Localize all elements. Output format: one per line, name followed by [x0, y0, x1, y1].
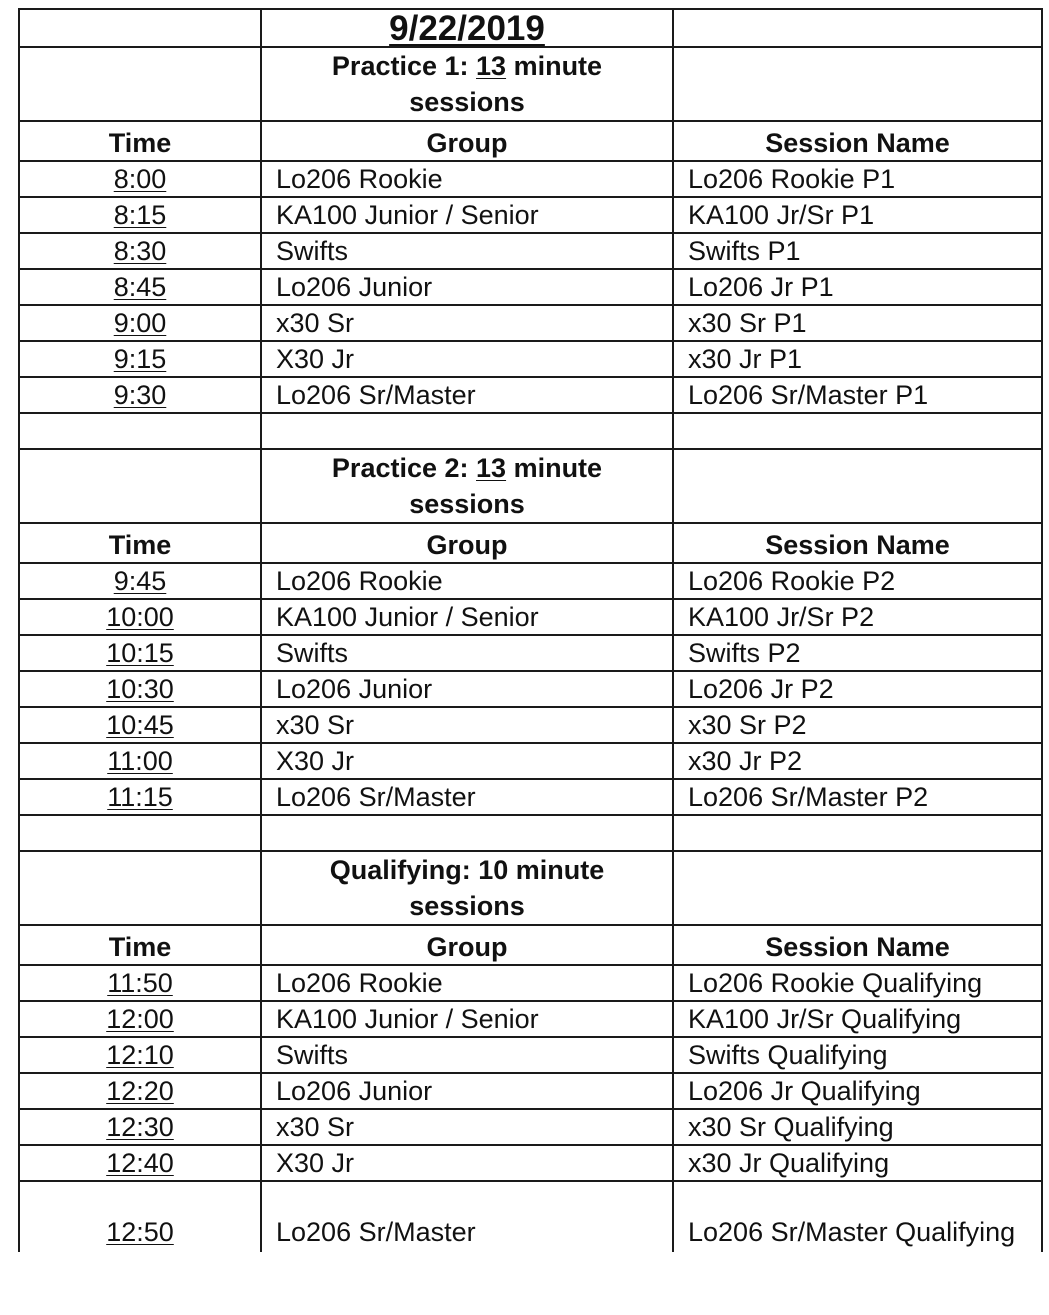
group-cell: x30 Sr	[261, 707, 673, 743]
group-cell: Lo206 Junior	[261, 269, 673, 305]
time-cell: 10:30	[19, 671, 261, 707]
group-cell: KA100 Junior / Senior	[261, 197, 673, 233]
group-header: Group	[261, 925, 673, 965]
session-cell: x30 Jr P1	[673, 341, 1042, 377]
table-row	[19, 197, 1042, 233]
time-cell: 12:00	[19, 1001, 261, 1037]
column-header-row	[19, 121, 1042, 161]
time-cell: 10:00	[19, 599, 261, 635]
time-cell: 11:50	[19, 965, 261, 1001]
time-cell: 8:00	[19, 161, 261, 197]
session-cell: Lo206 Jr P2	[673, 671, 1042, 707]
session-cell: Lo206 Rookie P1	[673, 161, 1042, 197]
qualifying-title: Qualifying: 10 minute sessions	[261, 851, 673, 925]
session-cell: x30 Sr P2	[673, 707, 1042, 743]
group-cell: Swifts	[261, 635, 673, 671]
time-cell: 12:10	[19, 1037, 261, 1073]
group-cell: Lo206 Sr/Master	[261, 377, 673, 413]
group-cell: Lo206 Rookie	[261, 563, 673, 599]
time-cell: 12:50	[19, 1181, 261, 1252]
time-cell: 12:20	[19, 1073, 261, 1109]
time-header: Time	[19, 121, 261, 161]
session-name-header: Session Name	[673, 523, 1042, 563]
table-row	[19, 1001, 1042, 1037]
practice1-title: Practice 1: 13 minute sessions	[261, 47, 673, 121]
group-cell: Lo206 Junior	[261, 671, 673, 707]
group-cell: X30 Jr	[261, 743, 673, 779]
group-cell: Swifts	[261, 1037, 673, 1073]
time-cell: 9:00	[19, 305, 261, 341]
session-cell: KA100 Jr/Sr P2	[673, 599, 1042, 635]
group-cell: x30 Sr	[261, 305, 673, 341]
session-cell: Swifts Qualifying	[673, 1037, 1042, 1073]
table-row	[19, 635, 1042, 671]
session-cell: Lo206 Sr/Master P1	[673, 377, 1042, 413]
group-cell: KA100 Junior / Senior	[261, 1001, 673, 1037]
section-title-row	[19, 47, 1042, 121]
column-header-row	[19, 523, 1042, 563]
session-name-header: Session Name	[673, 925, 1042, 965]
group-cell: Lo206 Junior	[261, 1073, 673, 1109]
time-cell: 8:30	[19, 233, 261, 269]
table-row	[19, 161, 1042, 197]
group-header: Group	[261, 523, 673, 563]
table-row	[19, 743, 1042, 779]
time-cell: 12:40	[19, 1145, 261, 1181]
section-title-row	[19, 851, 1042, 925]
session-cell: Lo206 Jr P1	[673, 269, 1042, 305]
group-cell: Lo206 Sr/Master	[261, 1181, 673, 1252]
session-cell: KA100 Jr/Sr P1	[673, 197, 1042, 233]
group-cell: Lo206 Rookie	[261, 965, 673, 1001]
table-row	[19, 269, 1042, 305]
table-row	[19, 233, 1042, 269]
date-row	[19, 9, 1042, 47]
table-row	[19, 1145, 1042, 1181]
group-cell: KA100 Junior / Senior	[261, 599, 673, 635]
time-cell: 9:15	[19, 341, 261, 377]
time-cell: 8:45	[19, 269, 261, 305]
practice2-title: Practice 2: 13 minute sessions	[261, 449, 673, 523]
group-cell: Lo206 Sr/Master	[261, 779, 673, 815]
session-cell: Swifts P1	[673, 233, 1042, 269]
session-cell: Swifts P2	[673, 635, 1042, 671]
group-cell: X30 Jr	[261, 341, 673, 377]
section-title-row	[19, 449, 1042, 523]
session-cell: x30 Jr Qualifying	[673, 1145, 1042, 1181]
table-row	[19, 1109, 1042, 1145]
group-cell: X30 Jr	[261, 1145, 673, 1181]
session-cell: Lo206 Rookie P2	[673, 563, 1042, 599]
column-header-row	[19, 925, 1042, 965]
time-cell: 8:15	[19, 197, 261, 233]
time-cell: 11:15	[19, 779, 261, 815]
time-header: Time	[19, 925, 261, 965]
table-row	[19, 341, 1042, 377]
table-row	[19, 779, 1042, 815]
session-cell: Lo206 Rookie Qualifying	[673, 965, 1042, 1001]
table-row	[19, 377, 1042, 413]
session-cell: Lo206 Sr/Master P2	[673, 779, 1042, 815]
time-cell: 11:00	[19, 743, 261, 779]
session-cell: Lo206 Jr Qualifying	[673, 1073, 1042, 1109]
table-row	[19, 305, 1042, 341]
session-cell: x30 Sr P1	[673, 305, 1042, 341]
session-cell: x30 Sr Qualifying	[673, 1109, 1042, 1145]
time-cell: 12:30	[19, 1109, 261, 1145]
group-cell: x30 Sr	[261, 1109, 673, 1145]
table-row	[19, 1037, 1042, 1073]
session-cell: x30 Jr P2	[673, 743, 1042, 779]
time-cell: 9:30	[19, 377, 261, 413]
spacer-row	[19, 815, 1042, 851]
table-row	[19, 563, 1042, 599]
group-cell: Swifts	[261, 233, 673, 269]
session-cell: Lo206 Sr/Master Qualifying	[673, 1181, 1042, 1252]
time-cell: 9:45	[19, 563, 261, 599]
table-row	[19, 671, 1042, 707]
time-cell: 10:45	[19, 707, 261, 743]
group-cell: Lo206 Rookie	[261, 161, 673, 197]
session-cell: KA100 Jr/Sr Qualifying	[673, 1001, 1042, 1037]
spacer-row	[19, 413, 1042, 449]
schedule-date: 9/22/2019	[261, 9, 673, 47]
time-cell: 10:15	[19, 635, 261, 671]
session-name-header: Session Name	[673, 121, 1042, 161]
group-header: Group	[261, 121, 673, 161]
table-row	[19, 1181, 1042, 1252]
table-row	[19, 707, 1042, 743]
table-row	[19, 1073, 1042, 1109]
table-row	[19, 599, 1042, 635]
time-header: Time	[19, 523, 261, 563]
schedule-table	[18, 8, 1043, 1252]
table-row	[19, 965, 1042, 1001]
